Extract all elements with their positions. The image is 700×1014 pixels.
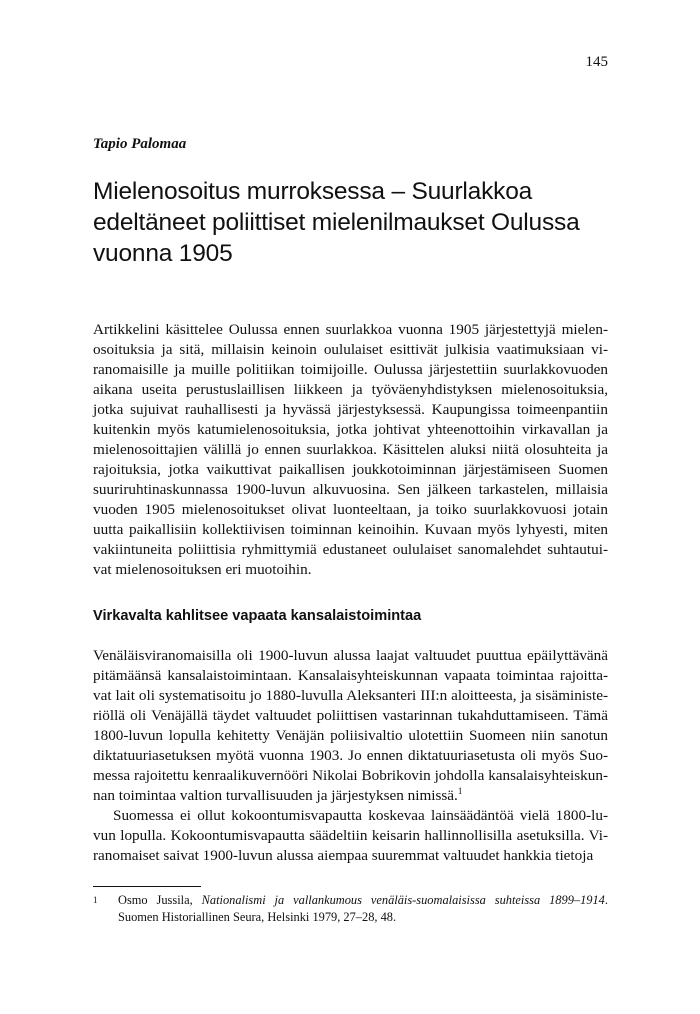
footnote-body — [93, 892, 608, 926]
body-paragraph-2: Suomessa ei ollut kokoontumisvapautta koskevaa lainsäädäntöä vielä 1800-luvun lopulla. Kokoontumisvapautta säädeltiin keisarin hallinnollisilla asetuksilla. Viranomaiset saivat 1900-luvun alussa aiempaa suuremmat valtuudet hankkia tietoja — [93, 807, 608, 864]
author-name: Tapio Palomaa — [93, 136, 187, 152]
footnote — [93, 892, 608, 926]
section-heading: Virkavalta kahlitsee vapaata kansalaistoimintaa — [93, 608, 422, 624]
footnote-author: Osmo Jussila, — [118, 893, 193, 907]
page-number: 145 — [585, 54, 608, 70]
body-paragraph-1 — [93, 646, 608, 806]
abstract-paragraph: Artikkelini käsittelee Oulussa ennen suurlakkoa vuonna 1905 järjestettyjä mielenosoituksia ja sitä, millaisin keinoin oululaiset esittivät julkisia vaatimuksiaan viranomaisille ja muille politiikan toimijoille. Oulussa järjestettiin suurlakkovuoden aikana useita perustuslaillisen liikkeen ja työväenyhdistyksen mielenosoituksia, jotka sujuivat rauhallisesti ja hyvässä järjestyksessä. Kaupungissa toimeenpantiin kuitenkin myös katumielenosoituksia, jotka johtivat yhteenottoihin virkavallan ja mielenosoittajien välillä jo ennen suurlakkoa. Käsittelen aluksi niitä olosuhteita ja rajoituksia, jotka vaikuttivat paikallisen joukkotoiminnan järjestämiseen Suomen suuriruhtinaskunnassa 1900-luvun alkuvuosina. Sen jälkeen tarkastelen, millaisia vuoden 1905 mielenosoitukset olivat luonteeltaan, ja toiko suurlakkovuosi jotain uutta paikallisiin kollektiivisen toiminnan keinoihin. Kuvaan myös lyhyesti, miten vakiintuneita poliittisia ryhmittymiä edustaneet oululaiset sanomalehdet suhtautuivat mielenosoituksen eri muotoihin. — [93, 321, 608, 578]
body-paragraph-1-text: Venäläisviranomaisilla oli 1900-luvun alussa laajat valtuudet puuttua epäilyttävänä pitämäänsä kansalaistoimintaan. Kansalaisyhteiskunnan vapaata toimintaa rajoittavat lait oli systematisoitu jo 1880-luvulla Aleksanteri III:n aloitteesta, ja sisäministeriöllä oli Venäjällä täydet valtuudet poliittisen vastarinnan tukahduttamiseen. Tämä 1800-luvun lopulla kehitetty Venäjän poliisivaltio ulotettiin Suomeen niin sanotun diktatuuriasetuksen myötä vuonna 1903. Jo ennen diktatuuriasetusta oli myös Suomessa rajoitettu kenraalikuvernööri Nikolai Bobrikovin johdolla kansalaisyhteiskunnan toimintaa valtion turvallisuuden ja järjestyksen nimissä. — [93, 647, 608, 804]
footnote-reference[interactable]: 1 — [457, 785, 463, 796]
footnote-book-title: Nationalismi ja vallankumous venäläis-suomalaisissa suhteissa 1899–1914 — [201, 893, 605, 907]
footnote-number: 1 — [93, 895, 98, 905]
footnote-publisher: . Suomen Historiallinen Seura, Helsinki 1979, 27–28, 48. — [118, 893, 608, 924]
body-text — [93, 646, 608, 866]
footnote-divider — [93, 886, 201, 887]
article-title: Mielenosoitus murroksessa – Suurlakkoa edeltäneet poliittiset mielenilmaukset Oulussa vuonna 1905 — [93, 178, 580, 267]
